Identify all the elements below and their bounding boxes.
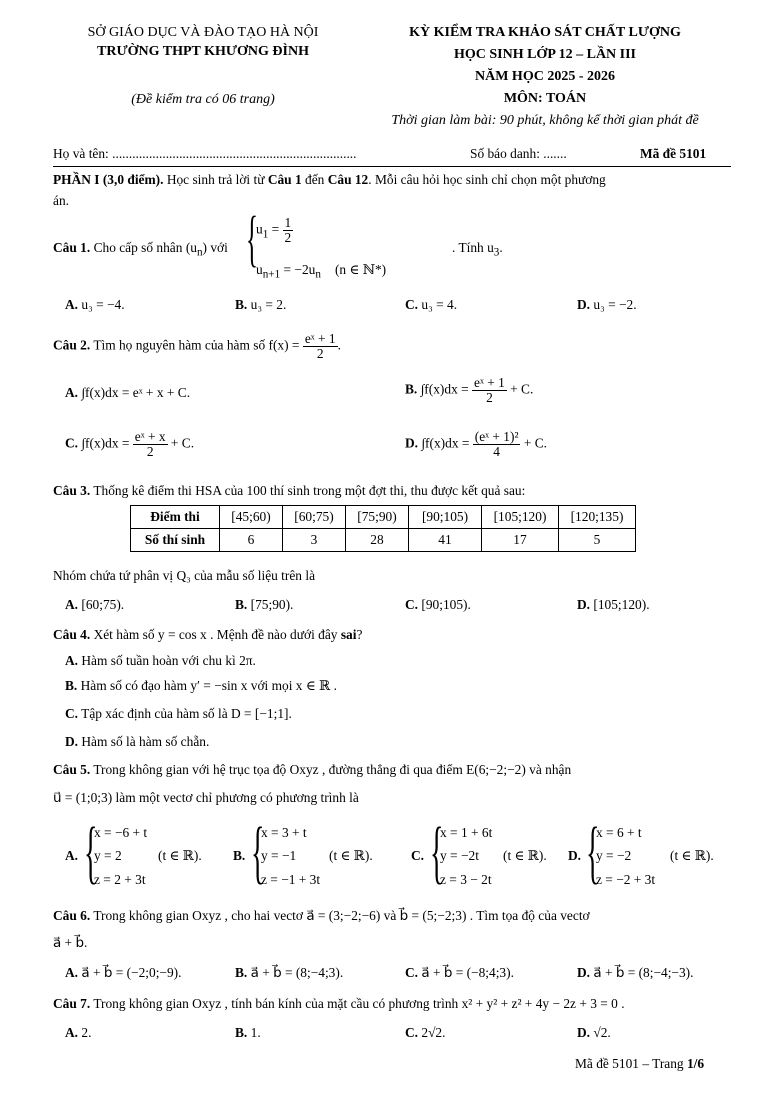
option-key: B.: [235, 297, 248, 312]
q1-seq: (u: [185, 240, 197, 255]
option-text: a⃗ + b⃗ = (8;−4;−3).: [593, 965, 694, 980]
q5-stem: [53, 762, 571, 778]
q4-option-d[interactable]: [65, 734, 209, 750]
q2-text: Tìm họ nguyên hàm của hàm số: [90, 337, 269, 353]
q1-ask: [452, 240, 503, 259]
q1-seq-sub: n: [196, 246, 203, 259]
instr-text: . Mỗi câu hỏi học sinh chỉ chọn một phương: [368, 172, 606, 187]
option-text: [75;90).: [250, 597, 294, 612]
dept-name: SỞ GIÁO DỤC VÀ ĐÀO TẠO HÀ NỘI: [87, 25, 319, 40]
option-key: D.: [577, 1025, 591, 1040]
q3-label: Câu 3.: [53, 483, 91, 498]
option-key: B.: [405, 381, 418, 397]
q6-stem-cont: a⃗ + b⃗.: [53, 935, 88, 950]
option-text: u₃ = −4.: [81, 297, 125, 312]
option-key: B.: [235, 1025, 248, 1040]
q1-u2: u: [256, 262, 263, 277]
option-key: B.: [65, 678, 78, 693]
q2-label: Câu 2.: [53, 337, 91, 353]
q1-stem: [53, 240, 228, 259]
q2-option-b[interactable]: [405, 376, 533, 405]
q1-option-a[interactable]: [65, 297, 125, 313]
option-text: ∫f(x)dx =: [81, 435, 133, 451]
q6-option-b[interactable]: [235, 965, 343, 981]
q5c-param: (t ∈ ℝ).: [503, 848, 547, 863]
q1-un-sub: n: [315, 268, 321, 281]
option-text: Hàm số tuần hoàn với chu kì 2π.: [78, 653, 256, 668]
option-key: C.: [65, 706, 79, 721]
q2c-frac: [133, 430, 168, 459]
divider: [53, 166, 731, 167]
option-key: C.: [405, 965, 419, 980]
score-table: [130, 505, 636, 552]
q1-u-sub: 1: [262, 228, 269, 241]
q5b-line1: x = 3 + t: [261, 825, 307, 840]
option-text: [105;120).: [593, 597, 650, 612]
instr-text: đến: [301, 172, 328, 187]
q5-label: Câu 5.: [53, 762, 91, 777]
option-key: C.: [405, 297, 419, 312]
q2-option-d[interactable]: [405, 430, 547, 459]
option-key: C.: [405, 597, 419, 612]
sbd-field: Số báo danh: .......: [470, 146, 567, 161]
q1-den: 2: [284, 230, 292, 246]
option-text: ∫f(x)dx =: [421, 435, 473, 451]
brace-icon: {: [430, 814, 444, 891]
option-key: D.: [577, 965, 591, 980]
option-key: D.: [65, 734, 79, 749]
frac-num: eˣ + 1: [474, 375, 505, 390]
q3-option-c[interactable]: [405, 597, 471, 613]
page-footer: [575, 1056, 704, 1072]
frac-den: 2: [146, 444, 154, 460]
q5-stem-cont: u⃗ = (1;0;3) làm một vectơ chỉ phương có phương trình là: [53, 790, 359, 805]
time-note: Thời gian làm bài: 90 phút, không kể thời gian phát đề: [391, 113, 699, 128]
q2d-frac: [473, 430, 521, 459]
q3-option-a[interactable]: [65, 597, 124, 613]
table-cell: 17: [482, 529, 559, 552]
option-text: ∫f(x)dx = eˣ + x + C.: [81, 385, 191, 400]
option-text: ∫f(x)dx =: [420, 381, 473, 397]
q7-stem: [53, 996, 625, 1012]
q5d-line1: x = 6 + t: [596, 825, 642, 840]
q1-brace: {: [246, 205, 258, 273]
q2-option-a[interactable]: [65, 385, 190, 401]
q4-end: ?: [356, 627, 363, 642]
q7-text: Trong không gian Oxyz , tính bán kính của mặt cầu có phương trình x² + y² + z² + 4y − 2z + 3 = 0 .: [90, 996, 625, 1011]
q3-text: Thống kê điểm thi HSA của 100 thí sinh trong một đợt thi, thu được kết quả sau:: [90, 483, 526, 498]
q1-ask-sub: 3: [493, 246, 500, 259]
school-name: TRƯỜNG THPT KHƯƠNG ĐÌNH: [97, 44, 309, 59]
q5a-param: (t ∈ ℝ).: [158, 848, 202, 863]
option-text: [90;105).: [421, 597, 471, 612]
q2-stem: [53, 332, 341, 361]
option-key: B.: [235, 965, 248, 980]
q1-ask-text: . Tính u: [452, 240, 494, 255]
q3-ask: Nhóm chứa tứ phân vị Q₃ của mẫu số liệu trên là: [53, 568, 316, 583]
exam-title: KỲ KIỂM TRA KHẢO SÁT CHẤT LƯỢNG: [409, 25, 681, 40]
q4-option-c[interactable]: [65, 706, 292, 722]
table-cell: [60;75): [283, 506, 346, 529]
option-text: a⃗ + b⃗ = (−8;4;3).: [421, 965, 514, 980]
option-key: A.: [65, 297, 79, 312]
q5b-param: (t ∈ ℝ).: [329, 848, 373, 863]
q4-stem: [53, 627, 362, 643]
q1-label: Câu 1.: [53, 240, 91, 255]
q5d-param: (t ∈ ℝ).: [670, 848, 714, 863]
q1-line1: [256, 216, 293, 245]
q6-option-d[interactable]: [577, 965, 694, 981]
option-key: D.: [405, 435, 419, 451]
q2-end: .: [337, 337, 341, 353]
q5a-line2: y = 2: [94, 848, 122, 863]
option-key: C.: [405, 1025, 419, 1040]
q2-option-c[interactable]: [65, 430, 194, 459]
frac-num: eˣ + x: [134, 429, 166, 444]
instr-c1: Câu 1: [267, 172, 302, 187]
option-text: a⃗ + b⃗ = (8;−4;3).: [250, 965, 344, 980]
q3-option-d[interactable]: [577, 597, 650, 613]
q5-key-d[interactable]: D.: [568, 848, 582, 863]
table-row: [131, 506, 636, 529]
option-text: u₃ = −2.: [593, 297, 637, 312]
q5-key-c[interactable]: C.: [411, 848, 425, 863]
q1-ask-end: .: [499, 240, 503, 255]
q7-option-a[interactable]: [65, 1025, 91, 1041]
q1-num: 1: [284, 215, 292, 230]
q2-fx: f(x) =: [268, 337, 303, 353]
q4-bold: sai: [340, 627, 357, 642]
option-text: 2.: [81, 1025, 92, 1040]
q1-u2-sub: n+1: [262, 268, 281, 281]
table-cell: 41: [409, 529, 482, 552]
option-key: D.: [577, 297, 591, 312]
q5-text: Trong không gian với hệ trục tọa độ Oxyz , đường thẳng đi qua điểm E(6;−2;−2) và nhận: [90, 762, 572, 777]
option-key: C.: [65, 435, 79, 451]
part1-instruction: [53, 172, 606, 188]
q1-seq-end: ): [202, 240, 208, 255]
option-text: √2.: [593, 1025, 611, 1040]
q5-key-b[interactable]: B.: [233, 848, 246, 863]
q5c-line3: z = 3 − 2t: [440, 872, 492, 887]
q4-option-a[interactable]: [65, 653, 256, 669]
q5c-line1: x = 1 + 6t: [440, 825, 493, 840]
table-head: Điểm thi: [131, 506, 220, 529]
q7-option-d[interactable]: [577, 1025, 611, 1041]
table-cell: 5: [559, 529, 636, 552]
option-text: Hàm số là hàm số chẵn.: [78, 734, 210, 749]
frac-den: 2: [486, 390, 493, 406]
table-cell: 6: [220, 529, 283, 552]
instr-c12: Câu 12: [327, 172, 369, 187]
table-cell: [45;60): [220, 506, 283, 529]
q6-label: Câu 6.: [53, 908, 91, 923]
name-field: Họ và tên: .........................................................................: [53, 146, 357, 161]
q7-option-c[interactable]: [405, 1025, 445, 1041]
q3-stem: [53, 483, 525, 499]
exam-code: Mã đề 5101: [640, 146, 707, 161]
option-key: A.: [65, 965, 79, 980]
q1-option-c[interactable]: [405, 297, 457, 313]
option-text: u₃ = 2.: [250, 297, 287, 312]
q2-frac: [303, 332, 338, 361]
exam-subtitle: HỌC SINH LỚP 12 – LẦN III: [453, 47, 637, 62]
q1-eq2: = −2u: [280, 262, 316, 277]
q6-stem: [53, 908, 590, 924]
subject: MÔN: TOÁN: [503, 91, 587, 106]
q1-eq: =: [268, 221, 283, 237]
q2-num: eˣ + 1: [304, 331, 336, 346]
q6-option-a[interactable]: [65, 965, 182, 981]
q1-frac: [283, 216, 294, 245]
q6-text: Trong không gian Oxyz , cho hai vectơ a⃗ = (3;−2;−6) và b⃗ = (5;−2;3) . Tìm tọa độ của vectơ: [90, 908, 590, 923]
instr-text: Học sinh trả lời từ: [163, 172, 268, 187]
option-key: A.: [65, 1025, 79, 1040]
q5d-line3: z = −2 + 3t: [596, 872, 656, 887]
brace-icon: {: [251, 814, 265, 891]
option-text: 1.: [250, 1025, 261, 1040]
q1-cond: (n ∈ ℕ*): [334, 262, 387, 277]
option-key: A.: [65, 385, 79, 400]
page-number: 1/6: [686, 1056, 705, 1071]
q2-den: 2: [316, 346, 324, 362]
q3-option-b[interactable]: [235, 597, 293, 613]
frac-den: 4: [493, 444, 500, 460]
table-head: Số thí sinh: [131, 529, 220, 552]
brace-icon: {: [84, 814, 98, 891]
footer-text: Mã đề 5101 – Trang: [575, 1056, 687, 1071]
q6-option-c[interactable]: [405, 965, 514, 981]
brace-icon: {: [586, 814, 600, 891]
table-cell: [75;90): [346, 506, 409, 529]
q1-u: u: [256, 221, 263, 237]
option-key: D.: [577, 597, 591, 612]
q2b-frac: [472, 376, 507, 405]
option-text: u₃ = 4.: [421, 297, 458, 312]
option-text: a⃗ + b⃗ = (−2;0;−9).: [81, 965, 182, 980]
q4-label: Câu 4.: [53, 627, 91, 642]
q1-line2: [256, 262, 386, 281]
table-cell: [120;135): [559, 506, 636, 529]
q7-option-b[interactable]: [235, 1025, 261, 1041]
q1-option-b[interactable]: [235, 297, 286, 313]
q4-option-b[interactable]: [65, 678, 337, 694]
frac-num: (eˣ + 1)²: [474, 429, 519, 444]
q5c-line2: y = −2t: [440, 848, 479, 863]
part1-title: PHẦN I (3,0 điểm).: [53, 172, 164, 187]
table-cell: 28: [346, 529, 409, 552]
option-key: A.: [65, 597, 79, 612]
option-text: Hàm số có đạo hàm y′ = −sin x với mọi x ∈ ℝ .: [77, 678, 337, 693]
q5-key-a[interactable]: A.: [65, 848, 79, 863]
option-text: + C.: [506, 381, 534, 397]
table-cell: 3: [283, 529, 346, 552]
option-text: + C.: [167, 435, 195, 451]
page-count-note: (Đề kiểm tra có 06 trang): [131, 92, 275, 107]
option-text: [60;75).: [81, 597, 125, 612]
q4-text: Xét hàm số y = cos x . Mệnh đề nào dưới đây: [90, 627, 341, 642]
option-text: Tập xác định của hàm số là D = [−1;1].: [78, 706, 292, 721]
option-text: 2√2.: [421, 1025, 446, 1040]
part1-instruction-cont: án.: [53, 193, 69, 208]
q5b-line3: z = −1 + 3t: [261, 872, 321, 887]
q1-option-d[interactable]: [577, 297, 637, 313]
table-cell: [105;120): [482, 506, 559, 529]
option-key: B.: [235, 597, 248, 612]
table-row: [131, 529, 636, 552]
table-cell: [90;105): [409, 506, 482, 529]
q5a-line3: z = 2 + 3t: [94, 872, 146, 887]
q5d-line2: y = −2: [596, 848, 632, 863]
q5b-line2: y = −1: [261, 848, 297, 863]
option-text: + C.: [520, 435, 548, 451]
q7-label: Câu 7.: [53, 996, 91, 1011]
q1-with: với: [207, 240, 228, 255]
school-year: NĂM HỌC 2025 - 2026: [475, 69, 615, 84]
option-key: A.: [65, 653, 79, 668]
q5a-line1: x = −6 + t: [94, 825, 148, 840]
q1-text: Cho cấp số nhân: [90, 240, 186, 255]
